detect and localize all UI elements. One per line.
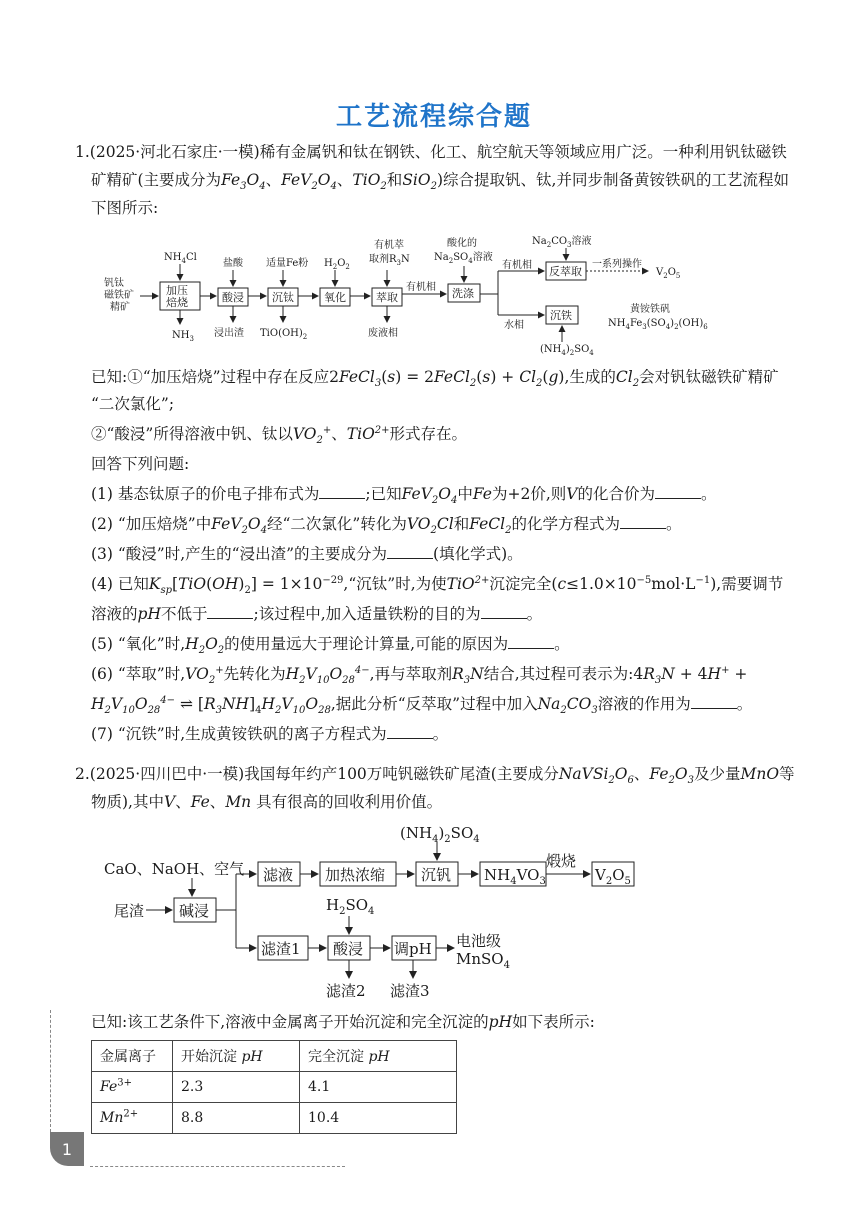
svg-text:NH4Cl: $NH_4Cl$ — [164, 252, 197, 265]
q1-known2: ②“酸浸”所得溶液中钒、钛以$VO_2^+$、TiO$^{2+}$形式存在。 — [91, 424, 468, 447]
svg-text:滤渣3: 滤渣3 — [390, 982, 430, 1000]
svg-text:滤液: 滤液 — [263, 866, 294, 884]
svg-text:MnSO4: MnSO$_4$ — [456, 950, 510, 971]
svg-text:沉钛: 沉钛 — [272, 291, 294, 304]
svg-text:电池级: 电池级 — [456, 932, 502, 950]
svg-text:TiO(OH)2: $TiO(OH)_2$ — [260, 328, 308, 341]
svg-text:废液相: 废液相 — [368, 328, 398, 339]
svg-text:尾渣: 尾渣 — [114, 902, 145, 920]
table-header-row: 金属离子 开始沉淀 pH 完全沉淀 pH — [92, 1041, 457, 1072]
q1-known1-cont: “二次氯化”; — [91, 395, 175, 413]
q2-known: 已知:该工艺条件下,溶液中金属离子开始沉淀和完全沉淀的pH如下表所示: — [91, 1013, 595, 1031]
svg-text:(NH4)2SO4: $(NH_4)_2SO_4$ — [540, 344, 594, 357]
q1-raw-material: 钒钛 — [104, 278, 124, 289]
table-row: $Fe^{3+}$ 2.3 4.1 — [92, 1072, 457, 1103]
answer-blank[interactable] — [655, 484, 701, 499]
q1-flow-diagram — [100, 228, 720, 358]
svg-text:H2SO4: $H_2SO_4$ — [326, 896, 375, 917]
svg-text:一系列操作: 一系列操作 — [592, 259, 642, 270]
page-title: 工艺流程综合题 — [335, 102, 532, 132]
svg-text:Na2CO3溶液: $Na_2CO_3$溶液 — [532, 236, 592, 249]
svg-text:焙烧: 焙烧 — [166, 296, 188, 309]
svg-text:黄铵铁矾: 黄铵铁矾 — [630, 304, 670, 315]
svg-text:Na2SO4溶液: $Na_2SO_4$溶液 — [434, 252, 493, 265]
q1-sub4-cont: 溶液的pH不低于 ;该过程中,加入适量铁粉的目的为 。 — [91, 605, 543, 623]
svg-text:精矿: 精矿 — [110, 302, 130, 313]
svg-text:适量Fe粉: 适量Fe粉 — [266, 258, 309, 269]
answer-blank[interactable] — [319, 484, 365, 499]
answer-blank[interactable] — [207, 604, 253, 619]
q1-sub5: (5) “氧化”时$,H_2O_2$的使用量远大于理论计算量,可能的原因为 。 — [91, 635, 570, 657]
svg-text:浸出渣: 浸出渣 — [214, 328, 244, 339]
svg-text:酸浸: 酸浸 — [333, 940, 364, 958]
svg-text:萃取: 萃取 — [376, 291, 398, 304]
svg-text:滤渣1: 滤渣1 — [261, 940, 301, 958]
q1-sub6-cont: $H_2V_{10}O_{28}^{4-}$ ⇌ $[R_3NH]_4H_2V_{10}O_{28}$,据此分析“反萃取”过程中加入$Na_2CO_3$溶液的作用为 。 — [91, 694, 753, 717]
q2-flow-diagram — [100, 818, 660, 1008]
svg-text:(NH4)2SO4: $(NH_4)_2SO_4$ — [400, 824, 480, 845]
svg-text:NH3: $NH_3$ — [172, 330, 194, 343]
svg-text:水相: 水相 — [504, 320, 524, 331]
q1-stem-line1: 1.(2025·河北石家庄·一模)稀有金属钒和钛在钢铁、化工、航空航天等领域应用广泛。一种利用钒钛磁铁 — [75, 143, 787, 161]
q1-sub2: (2) “加压焙烧”中$FeV_2O_4$经“二次氯化”转化为$VO_2Cl$和FeCl$_2$的化学方程式为 。 — [91, 515, 682, 537]
q1-answer-prompt: 回答下列问题: — [91, 455, 190, 473]
q1-stem-line3: 下图所示: — [91, 199, 159, 217]
svg-text:V2O5: $V_2O_5$ — [656, 267, 681, 280]
answer-blank[interactable] — [387, 724, 433, 739]
svg-text:加热浓缩: 加热浓缩 — [325, 866, 386, 884]
svg-text:盐酸: 盐酸 — [223, 258, 243, 269]
page-number: 1 — [50, 1132, 84, 1166]
ph-table — [91, 1040, 457, 1134]
svg-text:加压: 加压 — [166, 284, 188, 297]
svg-text:滤渣2: 滤渣2 — [326, 982, 366, 1000]
svg-text:沉钒: 沉钒 — [421, 866, 452, 884]
q2-stem-line1: 2.(2025·四川巴中·一模)我国每年约产100万吨钒磁铁矿尾渣(主要成分$NaVSi_2O_6$、$Fe_2O_3$及少量MnO等 — [75, 765, 795, 787]
svg-text:酸化的: 酸化的 — [447, 238, 477, 249]
svg-text:V2O5: $V_2O_5$ — [595, 866, 631, 887]
svg-text:H2O2: $H_2O_2$ — [324, 258, 350, 271]
answer-blank[interactable] — [620, 514, 666, 529]
svg-text:反萃取: 反萃取 — [549, 265, 582, 278]
answer-blank[interactable] — [691, 694, 737, 709]
q2-stem-line2: 物质),其中V、Fe、Mn 具有很高的回收利用价值。 — [91, 793, 443, 811]
answer-blank[interactable] — [508, 634, 554, 649]
footer-dashed-line — [90, 1166, 345, 1167]
q1-known1: 已知:①“加压焙烧”过程中存在反应2FeCl$_3$(s) = 2FeCl$_2$(s) + $Cl_2(g)$,生成的$Cl_2$会对钒钛磁铁矿精矿 — [91, 368, 779, 390]
q1-sub4: (4) 已知$K_{sp}[TiO(OH)_2]$ = $1\times 10^{-29},“$沉钛”时,为使TiO$^{2+}$沉淀完全$(c\le 1.0\times 10^{-5}mol\cdot L^{-1})$,需要调节 — [91, 574, 784, 597]
svg-text:NH4Fe3(SO4)2(OH)6: $NH_4Fe_3(SO_4)_2(OH)_6$ — [608, 318, 708, 331]
q1-sub6: (6) “萃取”时$,VO_2^+$先转化为$H_2V_{10}O_{28}^{4-}$,再与萃取剂$R_3N$结合,其过程可表示为$:4R_3N + 4H^+$ + — [91, 664, 748, 687]
svg-text:洗涤: 洗涤 — [452, 287, 474, 300]
svg-text:氧化: 氧化 — [324, 291, 346, 304]
answer-blank[interactable] — [387, 544, 433, 559]
svg-text:煅烧: 煅烧 — [546, 852, 577, 870]
answer-blank[interactable] — [481, 604, 527, 619]
svg-text:CaO、NaOH、空气: CaO、NaOH、空气 — [104, 860, 245, 878]
svg-text:NH4VO3: $NH_4VO_3$ — [484, 866, 546, 887]
svg-text:碱浸: 碱浸 — [179, 902, 210, 920]
svg-text:有机相: 有机相 — [502, 260, 532, 271]
margin-dashed-line — [50, 1010, 51, 1132]
svg-text:沉铁: 沉铁 — [550, 309, 572, 322]
q1-sub3: (3) “酸浸”时,产生的“浸出渣”的主要成分为 (填化学式)。 — [91, 545, 523, 563]
svg-text:调pH: 调pH — [394, 940, 432, 958]
table-row: $Mn^{2+}$ 8.8 10.4 — [92, 1103, 457, 1134]
q1-sub7: (7) “沉铁”时,生成黄铵铁矾的离子方程式为 。 — [91, 725, 449, 743]
svg-text:有机萃: 有机萃 — [374, 240, 404, 251]
q1-stem-line2: 矿精矿(主要成分为$Fe_3O_4$、$FeV_2O_4$、TiO$_2$和SiO$_2$)综合提取钒、钛,并同步制备黄铵铁矾的工艺流程如 — [91, 171, 789, 193]
svg-text:磁铁矿: 磁铁矿 — [104, 290, 134, 301]
svg-text:有机相: 有机相 — [406, 282, 436, 293]
q1-sub1: (1) 基态钛原子的价电子排布式为 ;已知$FeV_2O_4$中Fe为+2价,则V的化合价为 。 — [91, 485, 717, 507]
svg-text:取剂R3N: 取剂$R_3N$ — [369, 254, 410, 267]
svg-text:酸浸: 酸浸 — [222, 291, 244, 304]
